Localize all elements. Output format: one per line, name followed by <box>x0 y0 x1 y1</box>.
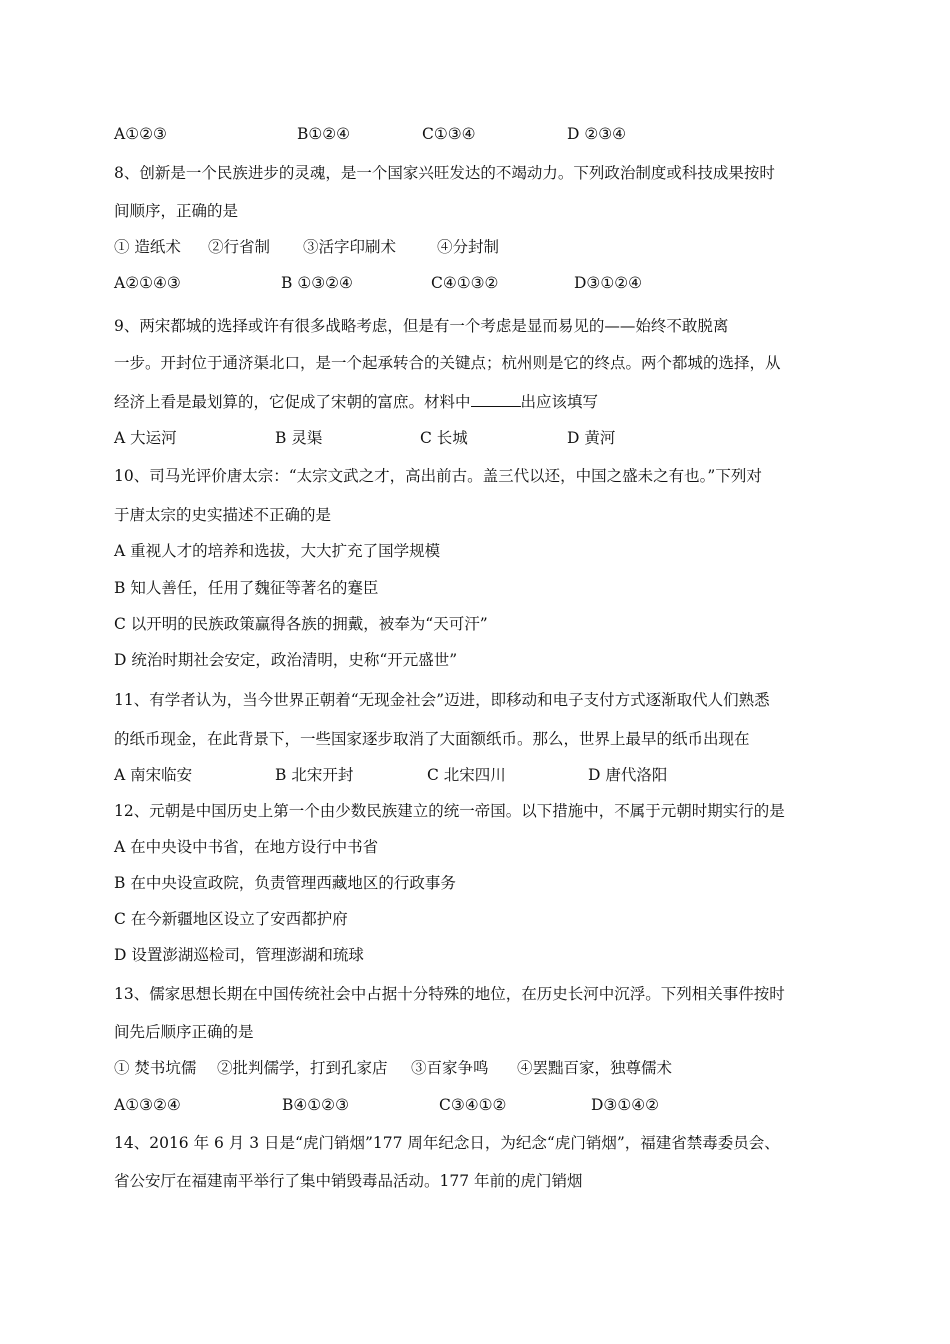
q11-option-c: C 北宋四川 <box>427 766 506 784</box>
q12-option-c: C 在今新疆地区设立了安西都护府 <box>114 910 348 928</box>
q10-option-c: C 以开明的民族政策赢得各族的拥戴，被奉为“天可汗” <box>114 615 488 633</box>
q7-option-d: D ②③④ <box>567 125 627 143</box>
q11-option-a: A 南宋临安 <box>114 766 193 784</box>
q10-option-a: A 重视人才的培养和选拔，大大扩充了国学规模 <box>114 542 441 560</box>
q7-option-c: C①③④ <box>422 125 476 143</box>
q13-item-3: ③百家争鸣 <box>411 1059 489 1077</box>
q13-item-4: ④罢黜百家，独尊儒术 <box>517 1059 673 1077</box>
q8-item-3: ③活字印刷术 <box>303 238 397 256</box>
q11-option-d: D 唐代洛阳 <box>588 766 668 784</box>
q9-fill-blank <box>471 392 521 407</box>
q11-stem-line-2: 的纸币现金，在此背景下，一些国家逐步取消了大面额纸币。那么，世界上最早的纸币出现在 <box>114 730 750 748</box>
q8-option-d: D③①②④ <box>574 274 643 292</box>
q12-option-d: D 设置澎湖巡检司，管理澎湖和琉球 <box>114 946 364 964</box>
q9-option-c: C 长城 <box>420 429 468 447</box>
q8-item-2: ②行省制 <box>208 238 271 256</box>
q12-option-b: B 在中央设宣政院，负责管理西藏地区的行政事务 <box>114 874 456 892</box>
q8-stem-line-2: 间顺序，正确的是 <box>114 202 239 220</box>
q8-stem-line-1: 8、创新是一个民族进步的灵魂，是一个国家兴旺发达的不竭动力。下列政治制度或科技成果按时 <box>114 164 775 182</box>
q12-option-a: A 在中央设中书省，在地方设行中书省 <box>114 838 379 856</box>
q10-option-d: D 统治时期社会安定，政治清明，史称“开元盛世” <box>114 651 458 669</box>
q13-item-1: ① 焚书坑儒 <box>114 1059 197 1077</box>
q14-stem-line-2: 省公安厅在福建南平举行了集中销毁毒品活动。177 年前的虎门销烟 <box>114 1172 583 1190</box>
q7-option-b: B①②④ <box>297 125 351 143</box>
q13-option-c: C③④①② <box>439 1096 507 1114</box>
q10-option-b: B 知人善任，任用了魏征等著名的蹇臣 <box>114 579 379 597</box>
q7-option-a: A①②③ <box>114 125 167 143</box>
q9-option-d: D 黄河 <box>567 429 616 447</box>
q9-stem-line-3-after-blank: 出应该填写 <box>520 393 599 411</box>
q8-item-4: ④分封制 <box>437 238 500 256</box>
q8-option-c: C④①③② <box>431 274 499 292</box>
q13-stem-line-2: 间先后顺序正确的是 <box>114 1023 254 1041</box>
q11-stem-line-1: 11、有学者认为，当今世界正朝着“无现金社会”迈进，即移动和电子支付方式逐渐取代人们熟悉 <box>114 691 770 709</box>
q9-stem-line-2: 一步。开封位于通济渠北口，是一个起承转合的关键点；杭州则是它的终点。两个都城的选择，从 <box>114 354 781 372</box>
q9-option-a: A 大运河 <box>114 429 177 447</box>
q9-stem-line-3-before-blank: 经济上看是最划算的，它促成了宋朝的富庶。材料中 <box>114 393 471 411</box>
q8-item-1: ① 造纸术 <box>114 238 181 256</box>
q12-stem-line-1: 12、元朝是中国历史上第一个由少数民族建立的统一帝国。以下措施中，不属于元朝时期实行的是 <box>114 802 785 820</box>
q13-option-d: D③①④② <box>591 1096 660 1114</box>
q10-stem-line-1: 10、司马光评价唐太宗：“太宗文武之才，高出前古。盖三代以还，中国之盛未之有也。”下列对 <box>114 467 762 485</box>
q13-option-b: B④①②③ <box>282 1096 349 1114</box>
q14-stem-line-1: 14、2016 年 6 月 3 日是“虎门销烟”177 周年纪念日，为纪念“虎门销烟”，福建省禁毒委员会、 <box>114 1134 780 1152</box>
q13-option-a: A①③②④ <box>114 1096 181 1114</box>
q10-stem-line-2: 于唐太宗的史实描述不正确的是 <box>114 506 332 524</box>
q13-item-2: ②批判儒学，打到孔家店 <box>217 1059 388 1077</box>
q8-option-a: A②①④③ <box>114 274 181 292</box>
q9-option-b: B 灵渠 <box>275 429 323 447</box>
q9-stem-line-3 <box>114 392 598 412</box>
q13-stem-line-1: 13、儒家思想长期在中国传统社会中占据十分特殊的地位，在历史长河中沉浮。下列相关事件按时 <box>114 985 785 1003</box>
q8-option-b: B ①③②④ <box>281 274 353 292</box>
q9-stem-line-1: 9、两宋都城的选择或许有很多战略考虑，但是有一个考虑是显而易见的——始终不敢脱离 <box>114 317 729 335</box>
q11-option-b: B 北宋开封 <box>275 766 354 784</box>
